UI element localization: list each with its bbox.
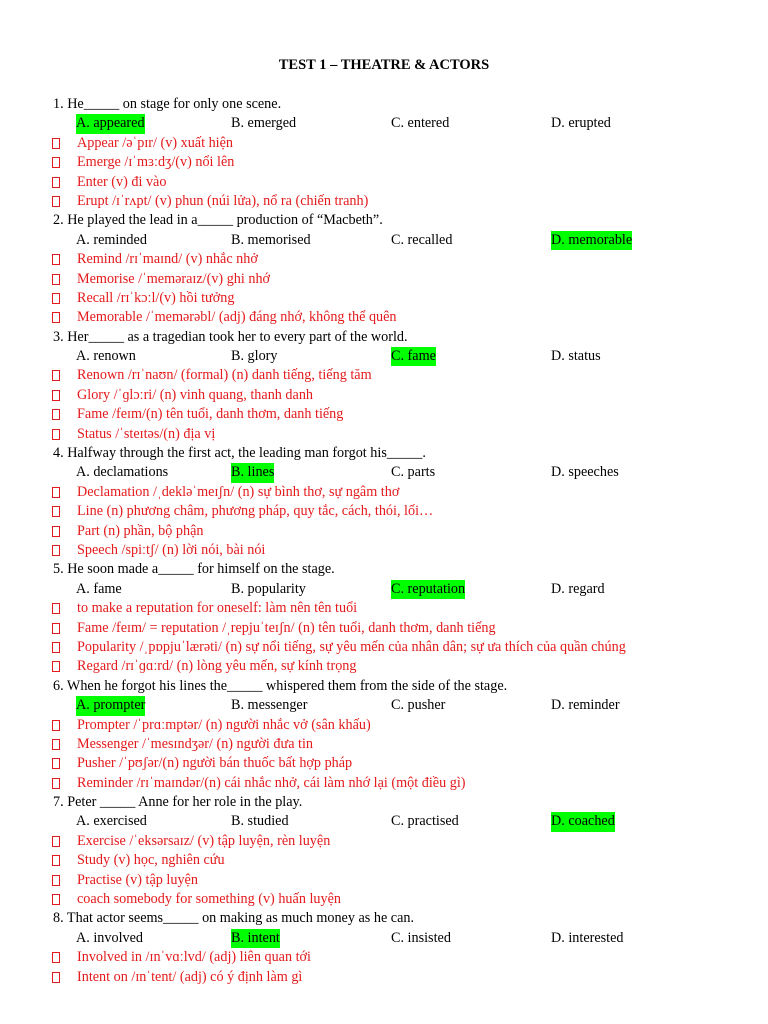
vocab-note-text: Practise (v) tập luyện xyxy=(77,871,198,888)
vocab-note xyxy=(0,289,768,308)
answer-options xyxy=(0,696,768,715)
vocab-note xyxy=(0,638,768,657)
vocab-note xyxy=(0,173,768,192)
question-stem: 1. He_____ on stage for only one scene. xyxy=(53,96,282,112)
bullet-box-icon xyxy=(52,623,60,634)
vocab-note xyxy=(0,968,768,987)
vocab-note xyxy=(0,948,768,967)
bullet-box-icon xyxy=(52,138,60,149)
vocab-note xyxy=(0,522,768,541)
vocab-note xyxy=(0,890,768,909)
answer-option: B. messenger xyxy=(231,697,308,714)
answer-option: C. parts xyxy=(391,464,436,481)
vocab-note xyxy=(0,405,768,424)
bullet-box-icon xyxy=(52,642,60,653)
answer-option: A. declamations xyxy=(76,464,169,481)
vocab-note xyxy=(0,735,768,754)
vocab-note-text: Intent on /ɪnˈtent/ (adj) có ý định làm gì xyxy=(77,968,303,985)
bullet-box-icon xyxy=(52,739,60,750)
vocab-note xyxy=(0,134,768,153)
bullet-box-icon xyxy=(52,157,60,168)
vocab-note-text: Renown /rɪˈnaʊn/ (formal) (n) danh tiếng, tiếng tăm xyxy=(77,367,372,384)
correct-answer-option: A. appeared xyxy=(76,114,145,133)
answer-option: B. memorised xyxy=(231,231,311,248)
answer-options xyxy=(0,231,768,250)
vocab-note-text: Memorable /ˈmemərəbl/ (adj) đáng nhớ, không thể quên xyxy=(77,309,397,326)
answer-option: A. reminded xyxy=(76,231,147,248)
question-stem: 2. He played the lead in a_____ production of “Macbeth”. xyxy=(53,212,383,229)
bullet-box-icon xyxy=(52,894,60,905)
vocab-note xyxy=(0,250,768,269)
bullet-box-icon xyxy=(52,875,60,886)
correct-answer-option: B. intent xyxy=(231,929,280,948)
answer-options xyxy=(0,114,768,133)
answer-option: A. renown xyxy=(76,348,136,365)
question-stem: 6. When he forgot his lines the_____ whispered them from the side of the stage. xyxy=(53,677,508,694)
question-stem: 3. Her_____ as a tragedian took her to every part of the world. xyxy=(53,328,408,345)
page-title: TEST 1 – THEATRE & ACTORS xyxy=(278,57,490,73)
answer-option: C. pusher xyxy=(391,697,446,714)
question-list xyxy=(0,95,768,987)
vocab-note-text: to make a reputation for oneself: làm nên tên tuổi xyxy=(77,600,358,617)
vocab-note xyxy=(0,599,768,618)
vocab-note-text: Emerge /ɪˈmɜːdʒ/(v) nổi lên xyxy=(77,154,235,171)
bullet-box-icon xyxy=(52,855,60,866)
vocab-note-text: Line (n) phương châm, phương pháp, quy tắc, cách, thói, lối… xyxy=(77,503,434,520)
vocab-note-text: Study (v) học, nghiên cứu xyxy=(77,852,225,869)
answer-option: C. practised xyxy=(391,813,459,830)
vocab-note xyxy=(0,871,768,890)
bullet-box-icon xyxy=(52,972,60,983)
vocab-note xyxy=(0,153,768,172)
answer-option: A. exercised xyxy=(76,813,147,830)
answer-option: D. erupted xyxy=(551,115,611,132)
bullet-box-icon xyxy=(52,952,60,963)
answer-options xyxy=(0,580,768,599)
bullet-box-icon xyxy=(52,390,60,401)
vocab-note-text: Regard /rɪˈɡɑːrd/ (n) lòng yêu mến, sự kính trọng xyxy=(77,658,357,675)
vocab-note-text: Fame /feɪm/(n) tên tuổi, danh thơm, danh tiếng xyxy=(77,406,344,423)
correct-answer-option: B. lines xyxy=(231,463,274,482)
vocab-note-text: Pusher /ˈpʊʃər/(n) người bán thuốc bất hợp pháp xyxy=(77,755,353,772)
answer-option: B. emerged xyxy=(231,115,297,132)
vocab-note-text: Remind /rɪˈmaɪnd/ (v) nhắc nhở xyxy=(77,251,258,268)
vocab-note-text: Glory /ˈɡlɔːri/ (n) vinh quang, thanh danh xyxy=(77,386,314,403)
question-stem: 8. That actor seems_____ on making as much money as he can. xyxy=(53,910,415,927)
correct-answer-option: C. reputation xyxy=(391,580,465,599)
vocab-note xyxy=(0,832,768,851)
vocab-note xyxy=(0,754,768,773)
vocab-note xyxy=(0,657,768,676)
question-stem: 5. He soon made a_____ for himself on the stage. xyxy=(53,561,335,578)
vocab-note-text: Reminder /rɪˈmaɪndər/(n) cái nhắc nhở, cái làm nhớ lại (một điều gì) xyxy=(77,774,466,791)
vocab-note-text: Declamation /ˌdekləˈmeɪʃn/ (n) sự bình thơ, sự ngâm thơ xyxy=(77,483,400,500)
vocab-note-text: Popularity /ˌpɒpjuˈlærəti/ (n) sự nổi tiếng, sự yêu mến của nhân dân; sự ưa thích của quần chúng xyxy=(77,638,626,655)
vocab-note-text: Appear /əˈpɪr/ (v) xuất hiện xyxy=(77,134,234,151)
vocab-note-text: Part (n) phần, bộ phận xyxy=(77,522,204,539)
answer-option: B. glory xyxy=(231,348,278,365)
vocab-note xyxy=(0,425,768,444)
answer-option: C. entered xyxy=(391,115,450,132)
correct-answer-option: C. fame xyxy=(391,347,436,366)
correct-answer-option: D. coached xyxy=(551,812,615,831)
bullet-box-icon xyxy=(52,487,60,498)
vocab-note-text: Prompter /ˈprɑːmptər/ (n) người nhắc vở (sân khấu) xyxy=(77,716,371,733)
vocab-note-text: Messenger /ˈmesɪndʒər/ (n) người đưa tin xyxy=(77,735,314,752)
answer-option: B. studied xyxy=(231,813,289,830)
correct-answer-option: A. prompter xyxy=(76,696,145,715)
vocab-note xyxy=(0,716,768,735)
bullet-box-icon xyxy=(52,720,60,731)
bullet-box-icon xyxy=(52,661,60,672)
vocab-note-text: Involved in /ɪnˈvɑːlvd/ (adj) liên quan tới xyxy=(77,949,311,966)
vocab-note-text: coach somebody for something (v) huấn luyện xyxy=(77,891,341,908)
answer-option: D. reminder xyxy=(551,697,620,714)
vocab-note-text: Status /ˈsteɪtəs/(n) địa vị xyxy=(77,425,216,442)
correct-answer-option: D. memorable xyxy=(551,231,632,250)
vocab-note xyxy=(0,541,768,560)
answer-option: D. status xyxy=(551,348,601,365)
answer-option: B. popularity xyxy=(231,580,306,597)
bullet-box-icon xyxy=(52,293,60,304)
bullet-box-icon xyxy=(52,836,60,847)
bullet-box-icon xyxy=(52,526,60,537)
bullet-box-icon xyxy=(52,274,60,285)
vocab-note xyxy=(0,270,768,289)
vocab-note xyxy=(0,483,768,502)
bullet-box-icon xyxy=(52,778,60,789)
vocab-note xyxy=(0,502,768,521)
bullet-box-icon xyxy=(52,370,60,381)
answer-option: A. involved xyxy=(76,929,143,946)
vocab-note xyxy=(0,851,768,870)
bullet-box-icon xyxy=(52,545,60,556)
bullet-box-icon xyxy=(52,758,60,769)
answer-option: D. speeches xyxy=(551,464,619,481)
vocab-note xyxy=(0,619,768,638)
answer-option: D. regard xyxy=(551,580,605,597)
vocab-note xyxy=(0,386,768,405)
vocab-note-text: Exercise /ˈeksərsaɪz/ (v) tập luyện, rèn luyện xyxy=(77,832,331,849)
bullet-box-icon xyxy=(52,312,60,323)
vocab-note xyxy=(0,308,768,327)
bullet-box-icon xyxy=(52,429,60,440)
vocab-note-text: Speech /spiːtʃ/ (n) lời nói, bài nói xyxy=(77,541,266,558)
question-stem: 4. Halfway through the first act, the leading man forgot his_____. xyxy=(53,445,426,462)
answer-options xyxy=(0,463,768,482)
question-stem: 7. Peter _____ Anne for her role in the play. xyxy=(53,794,303,811)
vocab-note-text: Erupt /ɪˈrʌpt/ (v) phun (núi lửa), nổ ra (chiến tranh) xyxy=(77,192,369,209)
vocab-note-text: Fame /feɪm/ = reputation /ˌrepjuˈteɪʃn/ (n) tên tuổi, danh thơm, danh tiếng xyxy=(77,619,496,636)
answer-option: A. fame xyxy=(76,580,122,597)
vocab-note xyxy=(0,192,768,211)
bullet-box-icon xyxy=(52,254,60,265)
vocab-note-text: Memorise /ˈmeməraɪz/(v) ghi nhớ xyxy=(77,270,271,287)
vocab-note-text: Enter (v) đi vào xyxy=(77,173,167,190)
answer-option: C. recalled xyxy=(391,231,453,248)
vocab-note xyxy=(0,366,768,385)
answer-options xyxy=(0,347,768,366)
bullet-box-icon xyxy=(52,177,60,188)
answer-options xyxy=(0,812,768,831)
vocab-note xyxy=(0,774,768,793)
vocab-note-text: Recall /rɪˈkɔːl/(v) hồi tưởng xyxy=(77,289,235,306)
bullet-box-icon xyxy=(52,196,60,207)
answer-option: D. interested xyxy=(551,929,624,946)
bullet-box-icon xyxy=(52,409,60,420)
bullet-box-icon xyxy=(52,506,60,517)
answer-options xyxy=(0,929,768,948)
bullet-box-icon xyxy=(52,603,60,614)
answer-option: C. insisted xyxy=(391,929,451,946)
